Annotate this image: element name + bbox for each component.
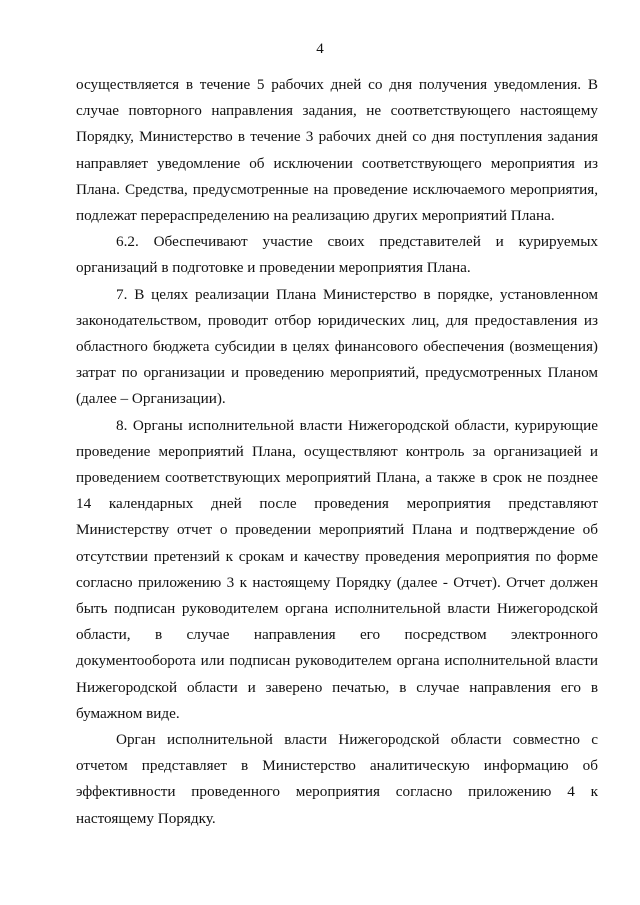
paragraph-6-2: 6.2. Обеспечивают участие своих представителей и курируемых организаций в подготовке и проведении мероприятия Плана. (76, 233, 598, 277)
paragraph-continuation: осуществляется в течение 5 рабочих дней со дня получения уведомления. В случае повторного направления задания, не соответствующего настоящему Порядку, Министерство в течение 3 рабочих дней со дня поступления задания направляет уведомление об исключении соответствующего мероприятия из Плана. Средства, предусмотренные на проведение исключаемого мероприятия, подлежат перераспределению на реализацию других мероприятий Плана. (76, 76, 598, 225)
paragraph-analytics: Орган исполнительной власти Нижегородской области совместно с отчетом представляет в Министерство аналитическую информацию об эффективности проведенного мероприятия согласно приложению 4 к настоящему Порядку. (76, 731, 598, 827)
page-number: 4 (316, 41, 324, 57)
paragraph-8: 8. Органы исполнительной власти Нижегородской области, курирующие проведение мероприятий Плана, осуществляют контроль за организацией и проведением соответствующих мероприятий Плана, а также в срок не позднее 14 календарных дней после проведения мероприятия представляют Министерству отчет о проведении мероприятий Плана и подтверждение об отсутствии претензий к срокам и качеству проведения мероприятия по форме согласно приложению 3 к настоящему Порядку (далее - Отчет). Отчет должен быть подписан руководителем органа исполнительной власти Нижегородской области, в случае направления его посредством электронного документооборота или подписан руководителем органа исполнительной власти Нижегородской области и заверено печатью, в случае направления его в бумажном виде. (76, 416, 598, 722)
document-body (76, 72, 598, 832)
paragraph-7: 7. В целях реализации Плана Министерство в порядке, установленном законодательством, проводит отбор юридических лиц, для предоставления из областного бюджета субсидии в целях финансового обеспечения (возмещения) затрат по организации и проведению мероприятий, предусмотренных Планом (далее – Организации). (76, 285, 598, 408)
